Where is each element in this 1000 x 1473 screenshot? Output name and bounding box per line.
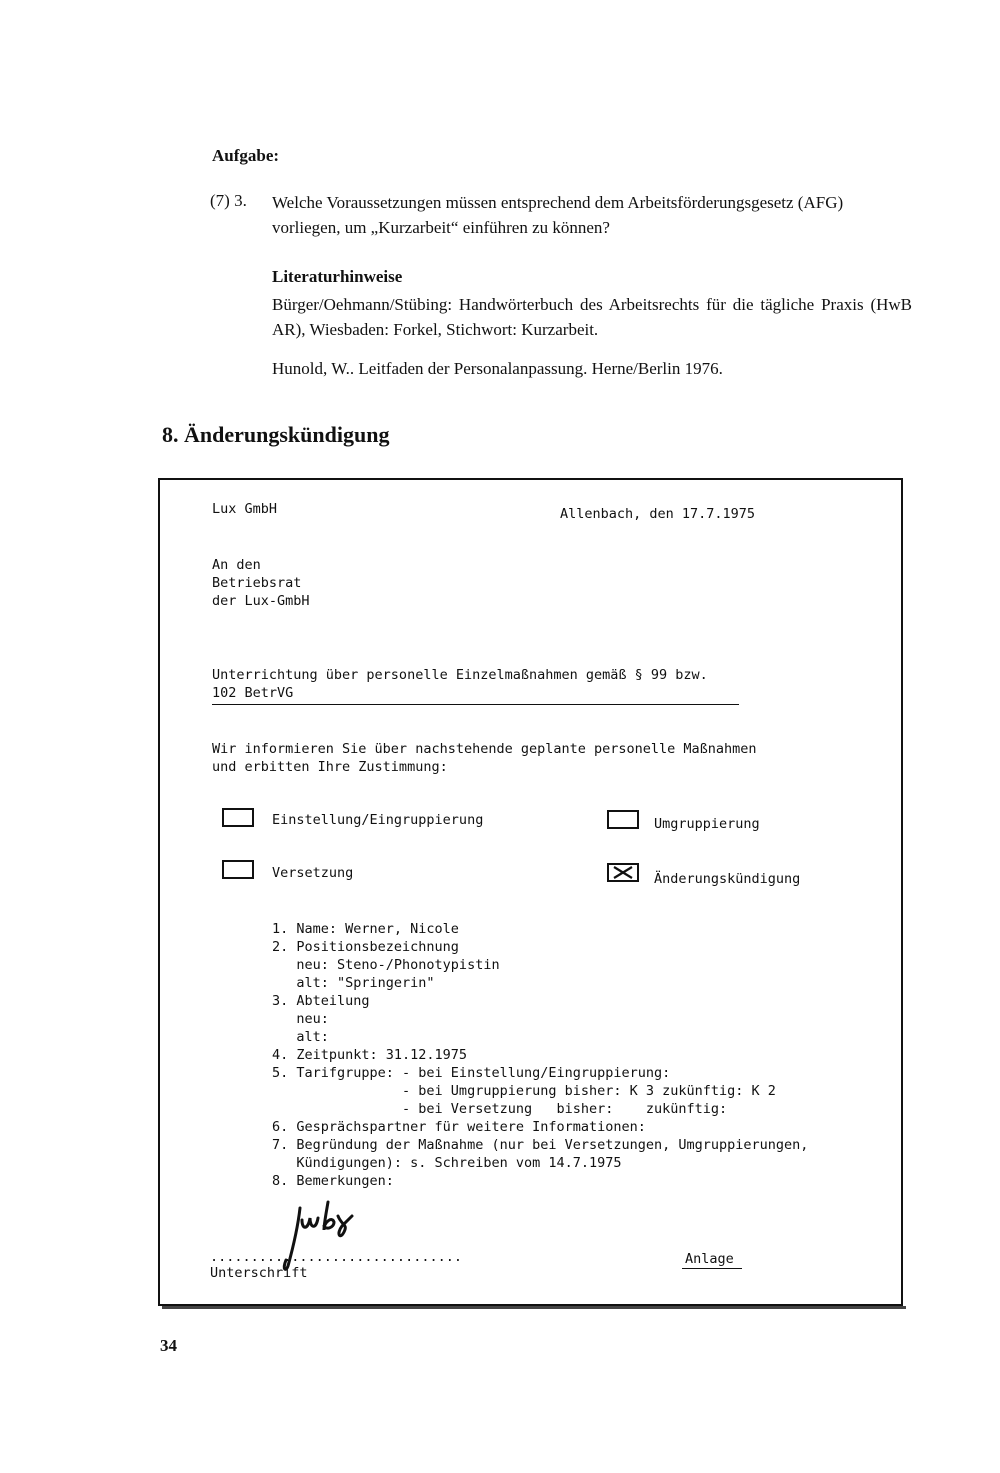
subject-underline — [212, 704, 739, 705]
literature-reference: Hunold, W.. Leitfaden der Personalanpassung. Herne/Berlin 1976. — [272, 359, 723, 378]
checkbox-label-aenderungskuendigung: Änderungskündigung — [654, 871, 801, 887]
page-number: 34 — [160, 1336, 177, 1355]
literature-reference: Bürger/Oehmann/Stübing: Handwörterbuch des Arbeitsrechts für die tägliche Praxis (HwB AR), Wiesbaden: Forkel, Stichwort: Kurzarbeit. — [272, 295, 912, 339]
subject-line: Unterrichtung über personelle Einzelmaßnahmen gemäß § 99 bzw. 102 BetrVG — [212, 667, 708, 701]
measure-details-list: 1. Name: Werner, Nicole 2. Positionsbezeichnung neu: Steno-/Phonotypistin alt: "Springerin" 3. Abteilung neu: alt: 4. Zeitpunkt: 31.12.1975 5. Tarifgruppe: - bei Einstellung/Eingruppierung: - bei Umgruppierung bisher: K 3 zukünftig: K 2 - bei Versetzung bisher: zukünftig: 6. Gesprächspartner für weitere Informationen: 7. Begründung der Maßnahme (nur bei Versetzungen, Umgruppierungen, Kündigungen): s. Schreiben vom 14.7.1975 8. Bemerkungen: — [272, 921, 809, 1189]
checkbox-label-umgruppierung: Umgruppierung — [654, 816, 760, 832]
signature-label: Unterschrift — [210, 1265, 308, 1281]
checkbox-umgruppierung[interactable] — [607, 810, 639, 829]
checkbox-aenderungskuendigung[interactable] — [607, 863, 639, 882]
intro-text: Wir informieren Sie über nachstehende geplante personelle Maßnahmen und erbitten Ihre Zustimmung: — [212, 741, 757, 775]
attachment-label: Anlage — [685, 1251, 734, 1267]
checkbox-versetzung[interactable] — [222, 860, 254, 879]
recipient-address: An den Betriebsrat der Lux-GmbH — [212, 557, 310, 609]
attachment-underline — [682, 1268, 742, 1269]
question-text: Welche Voraussetzungen müssen entsprechend dem Arbeitsförderungsgesetz (AFG) vorliegen, um „Kurzarbeit“ einführen zu können? — [272, 193, 844, 237]
question-number: (7) 3. — [210, 191, 247, 210]
task-heading: Aufgabe: — [212, 146, 280, 165]
checkbox-label-versetzung: Versetzung — [272, 865, 354, 881]
checkbox-label-einstellung: Einstellung/Eingruppierung — [272, 812, 484, 828]
signature-line: ............................... — [210, 1249, 462, 1265]
checkbox-einstellung[interactable] — [222, 808, 254, 827]
form-frame-shadow — [162, 1306, 906, 1309]
sender-name: Lux GmbH — [212, 501, 278, 517]
section-heading: 8. Änderungskündigung — [162, 422, 390, 447]
place-date: Allenbach, den 17.7.1975 — [560, 506, 756, 522]
literature-heading: Literaturhinweise — [272, 267, 403, 286]
checkbox-cross-icon — [609, 865, 637, 880]
